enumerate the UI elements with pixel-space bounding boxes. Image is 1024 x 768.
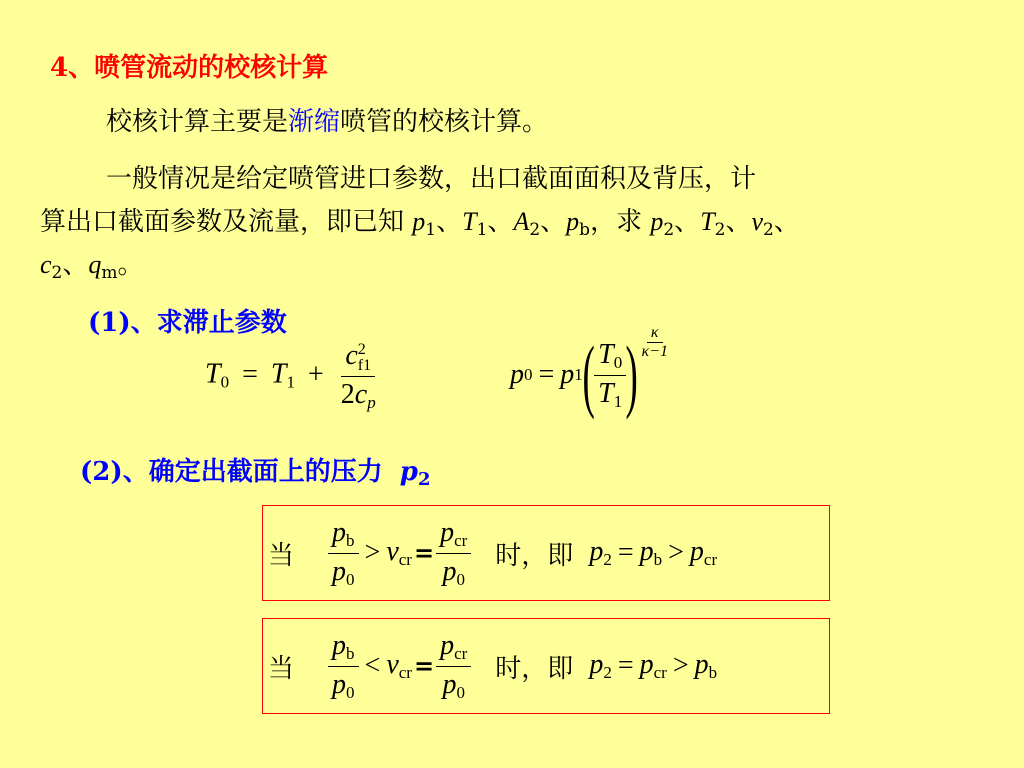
unknown-params-a: $p_2$、$T_2$、$v_2$、 <box>650 207 800 240</box>
param-symbol: $A_2$ <box>513 207 541 240</box>
case-when-label: 当 <box>268 653 295 684</box>
result-symbol: $p_2$ <box>589 536 612 569</box>
param-symbol: $p_1$ <box>412 207 437 240</box>
result-symbol: $p_{cr}$ <box>689 536 718 569</box>
case-row-2: 当 $\frac{p_b}{p_0}$ < $\nu_{cr}$ = $\frac{p_{cr}}{p_0}$ 时，即 $p_2$ = $p_{cr}$ > $p_b$ <box>268 629 718 702</box>
temperature-ratio-fraction: $\frac{T_0}{T_1}$ <box>594 339 626 412</box>
case-then-label: 时，即 <box>495 540 574 571</box>
critical-ratio: $\nu_{cr}$ <box>386 649 412 682</box>
param-symbol: $T_1$ <box>462 207 488 240</box>
param-symbol: $v_2$ <box>751 207 774 240</box>
known-params: $p_1$、$T_1$、$A_2$、$p_b$ <box>412 207 591 240</box>
paragraph-line-1: 一般情况是给定喷管进口参数，出口截面面积及背压，计 <box>106 164 757 194</box>
back-pressure-ratio: $\frac{p_b}{p_0}$ <box>328 517 359 590</box>
critical-pressure-ratio: $\frac{p_{cr}}{p_0}$ <box>436 517 471 590</box>
kinetic-term-fraction: c 2 f1 2cp <box>340 340 376 412</box>
comparison-operator: > <box>364 537 381 568</box>
param-symbol: $T_2$ <box>700 207 726 240</box>
paragraph-line-3: $c_2$、$q_m$。 <box>40 250 144 283</box>
stagnation-temperature-formula: $T_0 = T_1$ + c 2 f1 2cp <box>205 340 380 413</box>
param-symbol: $p_b$ <box>566 207 591 240</box>
highlight-term: 渐缩 <box>288 107 341 137</box>
param-symbol: $q_m$ <box>88 250 118 283</box>
result-symbol: $p_{cr}$ <box>639 649 667 682</box>
result-symbol: $p_b$ <box>639 536 663 569</box>
param-symbol: $c_2$ <box>40 250 63 283</box>
critical-pressure-ratio: $\frac{p_{cr}}{p_0}$ <box>436 630 471 703</box>
critical-ratio: $\nu_{cr}$ <box>386 536 412 569</box>
stagnation-pressure-formula: p 0 = p 1 ( $\frac{T_0}{T_1}$ ) $\frac{\kappa}{\kappa-1}$ <box>510 330 672 420</box>
exponent-fraction: $\frac{\kappa}{\kappa-1}$ <box>641 324 668 360</box>
case-then-label: 时，即 <box>495 653 574 684</box>
step2-label: (2)、确定出截面上的压力 p2 <box>80 457 431 490</box>
case-when-label: 当 <box>268 540 295 571</box>
comparison-operator: < <box>364 650 381 681</box>
paragraph-line-2: 算出口截面参数及流量，即已知 $p_1$、$T_1$、$A_2$、$p_b$，求 $p_2$、$T_2$、$v_2$、 <box>40 207 800 240</box>
back-pressure-ratio: $\frac{p_b}{p_0}$ <box>328 630 359 703</box>
case-row-1: 当 $\frac{p_b}{p_0}$ > $\nu_{cr}$ = $\frac{p_{cr}}{p_0}$ 时，即 $p_2$ = $p_b$ > $p_{cr}$ <box>268 516 718 589</box>
section-heading: 4、喷管流动的校核计算 <box>50 53 329 83</box>
param-symbol: $p_2$ <box>650 207 675 240</box>
result-symbol: $p_2$ <box>589 649 612 682</box>
result-symbol: $p_b$ <box>694 649 718 682</box>
unknown-params-b: $c_2$、$q_m$ <box>40 250 118 283</box>
step1-label: (1)、求滞止参数 <box>88 308 287 338</box>
intro-line: 校核计算主要是渐缩喷管的校核计算。 <box>106 107 549 137</box>
